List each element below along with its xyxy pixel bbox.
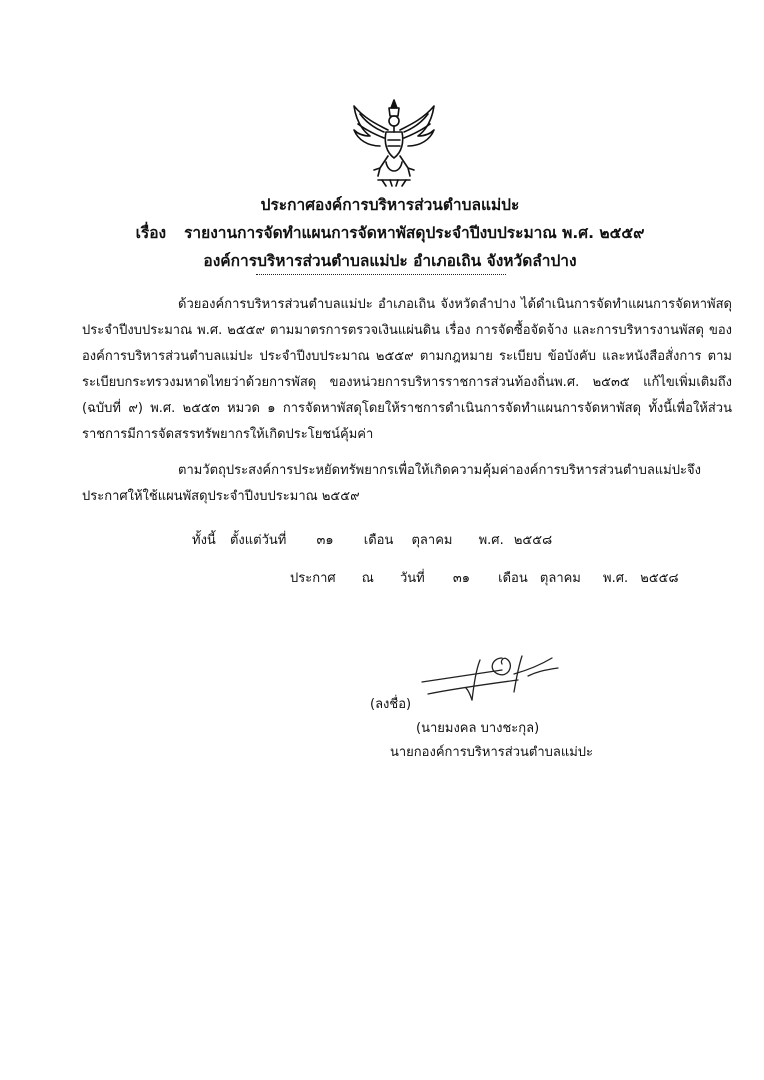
- paragraph-line: ประกาศให้ใช้แผนพัสดุประจำปีงบประมาณ ๒๕๕๙: [82, 489, 360, 504]
- dotted-separator: [256, 274, 506, 275]
- paragraph-line: ระเบียบกระทรวงมหาดไทยว่าด้วยการพัสดุ ของหน่วยการบริหารราชการส่วนท้องถิ่นพ.ศ. ๒๕๓๕ แก้ไขเพิ่มเติมถึง: [82, 375, 732, 390]
- effective-year-label: พ.ศ.: [478, 533, 504, 548]
- body-paragraph-2: [82, 458, 732, 510]
- body-paragraph-1: [82, 292, 732, 448]
- announce-day: ๓๑: [452, 571, 471, 586]
- paragraph-line: (ฉบับที่ ๙) พ.ศ. ๒๕๕๓ หมวด ๑ การจัดหาพัสดุโดยให้ราชการดำเนินการจัดทำแผนการจัดหาพัสดุ ทั้งนี้เพื่อให้ส่วน: [82, 401, 732, 416]
- handwritten-signature-icon: [418, 650, 578, 706]
- signatory-position: นายกองค์การบริหารส่วนตำบลแม่ปะ: [390, 745, 594, 760]
- announce-at: ณ: [361, 571, 374, 586]
- effective-prefix: ทั้งนี้: [192, 533, 216, 548]
- paragraph-line: ตามวัตถุประสงค์การประหยัดทรัพยากรเพื่อให้เกิดความคุ้มค่าองค์การบริหารส่วนตำบลแม่ปะจึง: [178, 463, 701, 478]
- effective-year: ๒๕๕๘: [513, 533, 553, 548]
- subject-line: [80, 222, 700, 244]
- effective-date-line: [192, 528, 552, 554]
- announcement-title: ประกาศองค์การบริหารส่วนตำบลแม่ปะ: [260, 196, 520, 214]
- signed-label: (ลงชื่อ): [370, 697, 412, 712]
- announce-year: ๒๕๕๘: [640, 571, 679, 586]
- paragraph-line: ด้วยองค์การบริหารส่วนตำบลแม่ปะ อำเภอเถิน จังหวัดลำปาง ได้ดำเนินการจัดทำแผนการจัดหาพัสดุ: [178, 297, 732, 312]
- announce-month-label: เดือน: [498, 571, 528, 586]
- effective-day: ๓๑: [316, 533, 334, 548]
- signatory-name: (นายมงคล บางชะกุล): [416, 721, 540, 736]
- effective-month: ตุลาคม: [411, 533, 453, 548]
- subject-label: เรื่อง: [135, 224, 167, 242]
- garuda-emblem-icon: [348, 96, 440, 188]
- announce-day-label: วันที่: [399, 571, 425, 586]
- effective-month-label: เดือน: [363, 533, 394, 548]
- organization-line: องค์การบริหารส่วนตำบลแม่ปะ อำเภอเถิน จังหวัดลำปาง: [203, 252, 577, 270]
- subject-text: รายงานการจัดทำแผนการจัดหาพัสดุประจำปีงบประมาณ พ.ศ. ๒๕๕๙: [184, 224, 645, 242]
- effective-since: ตั้งแต่วันที่: [229, 533, 287, 548]
- announce-label: ประกาศ: [290, 571, 336, 586]
- paragraph-line: ประจำปีงบประมาณ พ.ศ. ๒๕๕๙ ตามมาตรการตรวจเงินแผ่นดิน เรื่อง การจัดซื้อจัดจ้าง และการบริหารงานพัสดุ ของ: [82, 323, 732, 338]
- announce-month: ตุลาคม: [539, 571, 581, 586]
- paragraph-line: องค์การบริหารส่วนตำบลแม่ปะ ประจำปีงบประมาณ ๒๕๕๙ ตามกฎหมาย ระเบียบ ข้อบังคับ และหนังสือสั่งการ ตาม: [82, 349, 732, 364]
- announce-year-label: พ.ศ.: [603, 571, 629, 586]
- paragraph-line: ราชการมีการจัดสรรทรัพยากรให้เกิดประโยชน์คุ้มค่า: [82, 427, 374, 442]
- announce-date-line: [290, 566, 679, 592]
